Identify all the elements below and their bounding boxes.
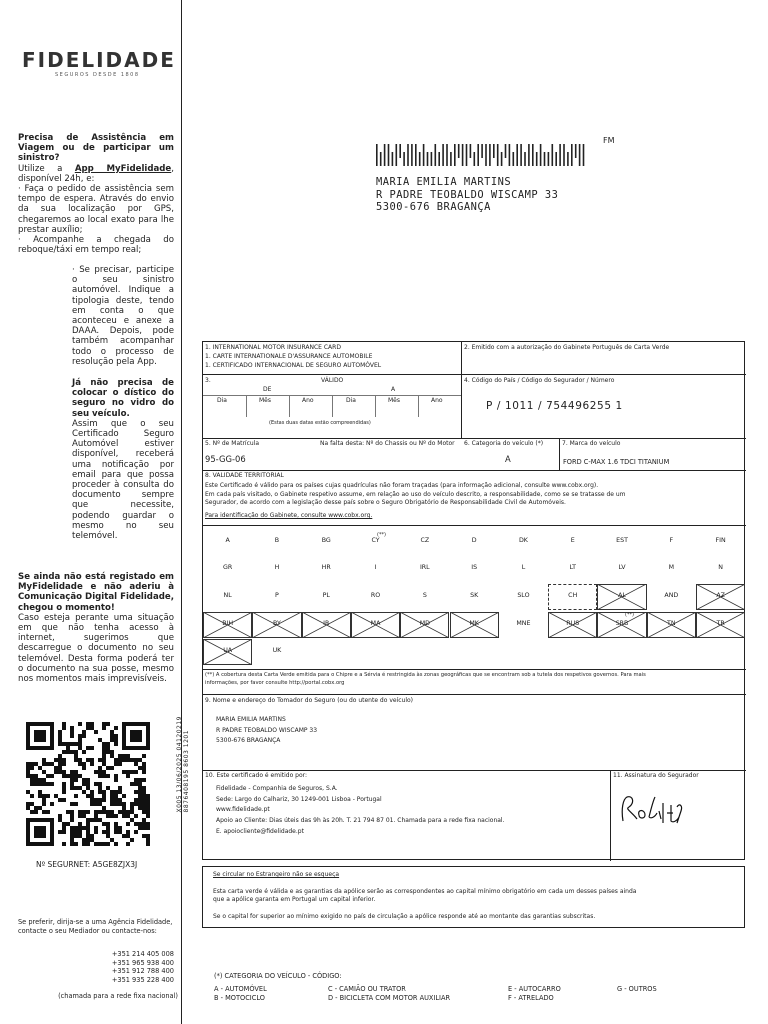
- notice-text-3: Se o capital for superior ao mínimo exigido no país de circulação a apólice responde até ao montante das garantias subscritas.: [213, 913, 596, 920]
- field-1-en: 1. INTERNATIONAL MOTOR INSURANCE CARD: [205, 344, 341, 351]
- issuer-name: Fidelidade - Companhia de Seguros, S.A.: [216, 785, 338, 792]
- territorial-text-4: Para identificação do Gabinete, consulte www.cobx.org.: [205, 512, 373, 519]
- country-code: D: [471, 537, 477, 544]
- country-code: SK: [470, 592, 479, 599]
- date-col-2: Mês: [259, 397, 271, 404]
- footnote-2: informações, por favor consulte http://portal.cobx.org: [205, 680, 345, 686]
- issuer-website: www.fidelidade.pt: [216, 806, 270, 813]
- assistance-block: [18, 133, 174, 255]
- document-id-vertical: [176, 716, 190, 813]
- phone-list: [106, 950, 174, 984]
- country-code: EST: [616, 537, 628, 544]
- field-4-label: 4. Código do País / Código do Segurador / Número: [464, 377, 615, 384]
- country-code: H: [274, 564, 280, 571]
- legend-g: G - OUTROS: [617, 985, 657, 993]
- notice-text-1: Esta carta verde é válida e as garantias da apólice serão as correspondentes ao capital mínimo obrigatório em cada um desses países ainda: [213, 888, 637, 895]
- legend-d: D - BICICLETA COM MOTOR AUXILIAR: [328, 994, 451, 1002]
- phone-1: +351 214 405 008: [111, 950, 174, 958]
- country-code: SLO: [517, 592, 530, 599]
- field-6-label: 6. Categoria do veículo (*): [464, 440, 544, 447]
- country-code: RO: [370, 592, 381, 599]
- date-col-3: Ano: [302, 397, 314, 404]
- phone-note: (chamada para a rede fixa nacional): [58, 992, 178, 1000]
- valid-label: VÁLIDO: [321, 377, 344, 384]
- legend-title: (*) CATEGORIA DO VEÍCULO - CÓDIGO:: [214, 972, 342, 980]
- no-sticker-heading: Já não precisa de colocar o dístico do seguro no vidro do seu veículo.: [72, 378, 174, 419]
- notice-title: Se circular no Estrangeiro não se esqueça: [213, 871, 340, 878]
- country-code: PL: [322, 592, 330, 599]
- vertical-line-1: X005 13/06/2025 04120219: [176, 716, 183, 813]
- field-2-label: 2. Emitido com a autorização do Gabinete Português de Carta Verde: [464, 344, 670, 351]
- no-sticker-block: [72, 378, 174, 541]
- territorial-text-3: Segurador, de acordo com a legislação desse país sobre o Seguro Obrigatório de Responsabilidade Civil de Automóveis.: [205, 499, 566, 506]
- field-9-label: 9. Nome e endereço do Tomador do Seguro (ou do utente do veículo): [205, 697, 414, 704]
- country-code: MA: [370, 620, 381, 627]
- brand-tagline: SEGUROS DESDE 1808: [55, 72, 140, 78]
- postal-barcode: [376, 144, 586, 166]
- customer-support: Apoio ao Cliente: Dias úteis das 9h às 20h. T. 21 794 87 01. Chamada para a rede fixa nacional.: [216, 817, 505, 824]
- green-card-form: [202, 341, 745, 860]
- country-code: BG: [321, 537, 331, 544]
- country-code: TR: [716, 620, 725, 627]
- no-sticker-text: Assim que o seu Certificado Seguro Automóvel estiver disponível, receberá uma notificação por email para que possa proceder à consulta do documento sempre que necessite, podendo guardar o mesmo no seu telemóvel.: [72, 418, 174, 542]
- assistance-heading: Precisa de Assistência em Viagem ou de participar um sinistro?: [18, 133, 174, 164]
- country-code: F: [669, 537, 674, 544]
- recipient-name: MARIA EMILIA MARTINS: [376, 176, 512, 188]
- vehicle-category-legend: [214, 972, 342, 981]
- territorial-text-1: Este Certificado é válido para os países cujas quadrículas não foram traçadas (para informação adicional, consulte www.cobx.org).: [205, 482, 599, 489]
- notice-text-2: que a apólice garanta em Portugal um capital inferior.: [213, 896, 376, 903]
- legend-a: A - AUTOMÓVEL: [214, 985, 267, 993]
- country-code: LT: [569, 564, 576, 571]
- country-code: AL: [618, 592, 626, 599]
- country-code: NL: [223, 592, 232, 599]
- country-code: N: [718, 564, 723, 571]
- legend-e: E - AUTOCARRO: [508, 985, 561, 993]
- country-code: SRB: [615, 620, 629, 627]
- bullet-3: · Se precisar, participe o seu sinistro automóvel. Indique a tipologia deste, tendo em conta o que aconteceu e anexe a DAAA. Depois, pode também acompanhar todo o processo de resolução pela App.: [72, 265, 174, 367]
- abroad-notice: [202, 866, 745, 928]
- country-code: TN: [667, 620, 676, 627]
- country-code: RUS: [566, 620, 580, 627]
- legend-b: B - MOTOCICLO: [214, 994, 265, 1002]
- country-code: GR: [223, 564, 233, 571]
- field-3-label: 3.: [205, 377, 211, 384]
- country-code: A: [225, 537, 230, 544]
- country-code: BIH: [222, 620, 234, 627]
- vehicle-make: FORD C-MAX 1.6 TDCI TITANIUM: [563, 458, 670, 466]
- country-code: IRL: [419, 564, 430, 571]
- recipient-address: [376, 176, 558, 214]
- country-code: MK: [469, 620, 479, 627]
- country-code: AZ: [716, 592, 725, 599]
- assistance-intro-end: , disponível 24h, e:: [18, 163, 174, 184]
- country-code: M: [668, 564, 675, 571]
- holder-name: MARIA EMILIA MARTINS: [216, 716, 286, 723]
- phone-3: +351 912 788 400: [111, 967, 174, 976]
- issuer-address: Sede: Largo do Calhariz, 30 1249-001 Lisboa - Portugal: [216, 796, 382, 803]
- country-code: BY: [273, 620, 281, 627]
- plate-number: 95-GG-06: [205, 454, 246, 464]
- segurnet-number: Nº SEGURNET: A5GE8ZJX3J: [36, 860, 138, 869]
- date-col-1: Dia: [217, 397, 227, 404]
- field-11-label: 11. Assinatura do Segurador: [613, 772, 699, 779]
- country-code: AND: [664, 592, 679, 599]
- vehicle-category: A: [505, 454, 511, 464]
- country-code: IR: [323, 620, 330, 627]
- legend-c: C - CAMIÃO OU TRATOR: [328, 985, 406, 993]
- date-note: (Estas duas datas estão compreendidas): [269, 420, 371, 426]
- contact-text: Se preferir, dirija-se a uma Agência Fidelidade, contacte o seu Mediador ou contacte-nos:: [18, 918, 173, 935]
- holder-street: R PADRE TEOBALDO WISCAMP 33: [216, 727, 318, 734]
- country-code: E: [570, 537, 575, 544]
- phone-2: +351 965 938 400: [111, 958, 174, 967]
- assistance-intro: Utilize a: [18, 163, 75, 174]
- srb-mark: (**): [625, 612, 634, 618]
- register-heading: Se ainda não está registado em MyFidelidade e não aderiu à Comunicação Digital Fidelidade, chegou o momento!: [18, 572, 174, 613]
- country-code: MNE: [516, 620, 531, 627]
- country-code: I: [374, 564, 377, 571]
- bullet-2: · Acompanhe a chegada do reboque/táxi em tempo real;: [18, 235, 174, 256]
- country-code: B: [274, 537, 280, 544]
- vertical-line-2: 8876408195 8603 1201: [183, 729, 190, 813]
- from-label: DE: [263, 386, 272, 393]
- brand-logo: FIDELIDADE: [22, 48, 176, 72]
- country-code: MD: [419, 620, 430, 627]
- country-code: CH: [568, 592, 578, 599]
- field-7-label: 7. Marca do veículo: [562, 440, 621, 447]
- qr-code: [26, 722, 150, 846]
- date-col-4: Dia: [346, 397, 356, 404]
- country-code: HR: [321, 564, 331, 571]
- country-code: UA: [223, 647, 233, 654]
- country-code: L: [521, 564, 526, 571]
- country-code: S: [422, 592, 427, 599]
- field-8-label: 8. VALIDADE TERRITORIAL: [205, 472, 284, 479]
- recipient-street: R PADRE TEOBALDO WISCAMP 33: [376, 188, 559, 201]
- date-col-5: Mês: [388, 397, 400, 404]
- country-code: IS: [471, 564, 478, 571]
- country-insurer-number: P / 1011 / 754496255 1: [486, 400, 623, 412]
- support-email: E. apoiocliente@fidelidade.pt: [216, 828, 304, 835]
- legend-f: F - ATRELADO: [508, 994, 554, 1002]
- country-code: DK: [518, 537, 528, 544]
- phone-4: +351 935 228 400: [111, 975, 174, 984]
- field-5-alt-label: Na falta desta: Nº do Chassis ou Nº do Motor: [320, 440, 455, 447]
- cy-mark: (**): [377, 532, 386, 538]
- field-1-pt: 1. CERTIFICADO INTERNACIONAL DE SEGURO AUTOMÓVEL: [205, 362, 382, 369]
- country-code: FIN: [715, 537, 726, 544]
- register-block: [18, 572, 174, 684]
- field-10-label: 10. Este certificado é emitido por:: [205, 772, 308, 779]
- footnote-1: (**) A cobertura desta Carta Verde emitida para o Chipre e a Sérvia é restringida às zonas geográficas que se encontram sob a tutela dos respetivos governos. Para mais: [205, 672, 646, 678]
- field-5-label: 5. Nº de Matrícula: [205, 440, 260, 447]
- field-1-fr: 1. CARTE INTERNATIONALE D'ASSURANCE AUTOMOBILE: [205, 353, 373, 360]
- insurer-signature: [615, 789, 697, 835]
- territorial-text-2: Em cada país visitado, o Gabinete respetivo assume, em relação ao uso do veículo descrito, a responsabilidade, como se se tratasse de um: [205, 491, 626, 498]
- country-code: CZ: [420, 537, 430, 544]
- to-label: A: [391, 386, 396, 393]
- app-link[interactable]: App MyFidelidade: [74, 163, 172, 174]
- column-divider: [181, 0, 182, 1024]
- holder-city: 5300-676 BRAGANÇA: [216, 737, 281, 744]
- country-code: P: [275, 592, 279, 599]
- register-text: Caso esteja perante uma situação em que não tenha acesso à internet, sugerimos que descarregue o documento no seu telemóvel. Desta forma poderá ter o documento na sua posse, mesmo nos momentos mais imprevisíveis.: [18, 612, 174, 685]
- fm-mark: FM: [603, 136, 615, 145]
- country-code: UK: [272, 647, 282, 654]
- date-col-6: Ano: [431, 397, 443, 404]
- country-code: LV: [618, 564, 626, 571]
- recipient-city: 5300-676 BRAGANÇA: [376, 201, 491, 213]
- country-code: CY: [371, 537, 380, 544]
- bullet-1: · Faça o pedido de assistência sem tempo de espera. Através do envio da sua localização por GPS, chegaremos ao local exato para lhe prestar auxílio;: [18, 184, 174, 235]
